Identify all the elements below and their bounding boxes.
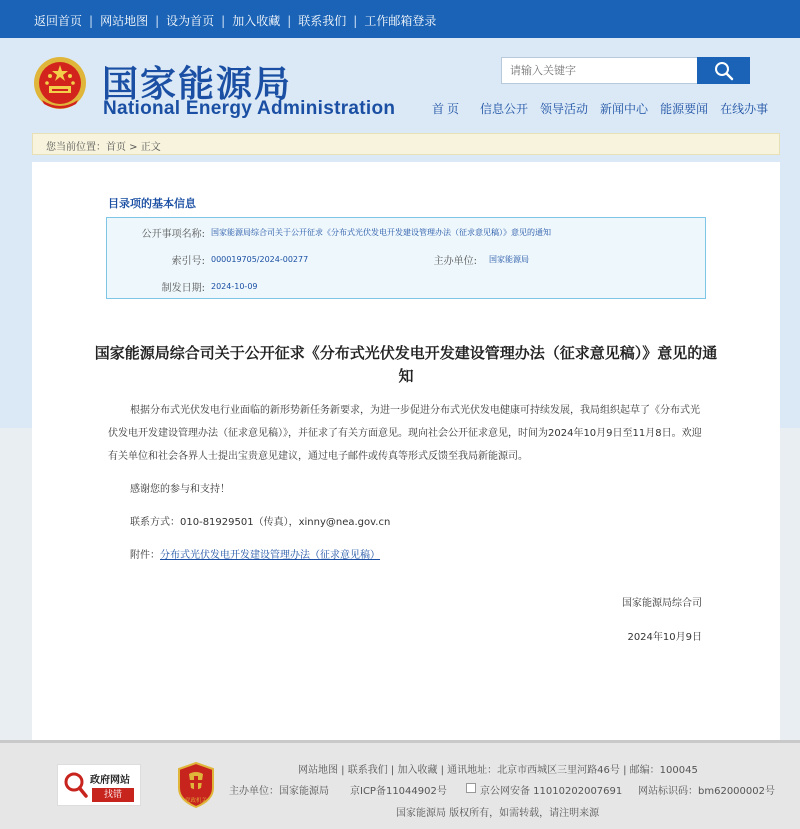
top-link-contact[interactable]: 联系我们 [298,14,347,28]
index-value: 000019705/2024-00277 [211,255,309,264]
search-button[interactable] [697,57,750,84]
host-label: 主办单位: [433,256,477,267]
nav-news-center[interactable]: 新闻中心 [600,102,649,116]
article-paragraph: 根据分布式光伏发电行业面临的新形势新任务新要求，为进一步促进分布式光伏发电健康可持续发展，我局组织起草了《分布式光伏发电开发建设管理办法（征求意见稿）》，并征求了有关方面意见。现向社会公开征求意见，时间为2024年10月9日至11月8日。欢迎有关单位和社会各界人士提出宝贵意见建议，通过电子邮件或传真等形式反馈至我局新能源司。 [108,405,702,462]
party-gov-badge-icon[interactable] [177,762,215,808]
article-attachment [108,544,708,567]
date-value: 2024-10-09 [211,282,258,291]
top-link-sitemap[interactable]: 网站地图 [100,14,149,28]
footer-site-id: 网站标识码：bm62000002号 [638,786,775,797]
party-badge-label: 党政机关 [184,798,208,804]
nav-online-service[interactable]: 在线办事 [720,102,769,116]
search-input[interactable] [501,57,697,84]
content-panel [32,162,780,740]
host-value: 国家能源局 [489,255,529,264]
article-title: 国家能源局综合司关于公开征求《分布式光伏发电开发建设管理办法（征求意见稿）》意见的通知 [94,344,718,385]
top-bar [0,0,800,38]
breadcrumb [32,133,780,155]
catalog-title: 目录项的基本信息 [108,197,196,210]
nav-energy-news[interactable]: 能源要闻 [660,102,709,116]
breadcrumb-prefix: 您当前位置： [46,142,106,153]
national-emblem-icon [32,56,88,112]
footer-police[interactable]: 京公网安备 11010202007691 [480,786,623,797]
search-box [501,57,750,84]
article-thanks: 感谢您的参与和支持！ [130,484,230,495]
nav-info-public[interactable]: 信息公开 [480,102,529,116]
info-row-public-item [107,225,551,240]
top-link-favorite[interactable]: 加入收藏 [232,14,281,28]
info-row-index [107,252,529,267]
search-icon [713,61,735,81]
gov-website-error-badge[interactable] [57,764,141,806]
info-row-date [107,279,258,294]
date-label: 制发日期: [161,283,205,294]
footer-icp[interactable]: 京ICP备11044902号 [350,786,447,797]
footer-copyright: 国家能源局 版权所有，如需转载，请注明来源 [396,808,600,819]
top-link-mail-login[interactable]: 工作邮箱登录 [364,14,437,28]
attachment-label: 附件： [130,550,160,561]
footer-links-line: 网站地图 | 联系我们 | 加入收藏 | 通讯地址：北京市西城区三里河路46号 | 邮编：100045 [298,765,698,776]
catalog-info-box [106,217,706,299]
public-item-value: 国家能源局综合司关于公开征求《分布式光伏发电开发建设管理办法（征求意见稿）》意见的通知 [211,228,551,237]
gov-badge-title: 政府网站 [90,775,130,786]
top-nav: 返回首页 | 网站地图 | 设为首页 | 加入收藏 | 联系我们 | 工作邮箱登录 [34,13,437,28]
magnifier-icon [63,771,89,799]
article-contact: 联系方式：010-81929501（传真），xinny@nea.gov.cn [130,517,391,528]
top-link-set-home[interactable]: 设为首页 [166,14,215,28]
index-label: 索引号: [171,256,205,267]
top-link-home[interactable]: 返回首页 [34,14,83,28]
gov-badge-action: 找错 [92,788,134,802]
attachment-link[interactable]: 分布式光伏发电开发建设管理办法（征求意见稿） [160,550,380,561]
breadcrumb-current: 正文 [140,142,161,153]
article-date: 2024年10月9日 [627,632,702,643]
breadcrumb-arrow: > [126,142,141,153]
police-icon [466,783,476,793]
main-nav [432,100,768,117]
nav-home[interactable]: 首页 [432,102,463,116]
site-logo-cn[interactable]: 国家能源局 [102,64,293,105]
footer-host: 主办单位：国家能源局 [229,786,329,797]
article-signer: 国家能源局综合司 [622,598,702,609]
breadcrumb-home[interactable]: 首页 [106,142,126,153]
public-item-label: 公开事项名称: [141,229,205,240]
nav-leader-activity[interactable]: 领导活动 [540,102,589,116]
site-logo-en[interactable]: National Energy Administration [103,98,396,119]
